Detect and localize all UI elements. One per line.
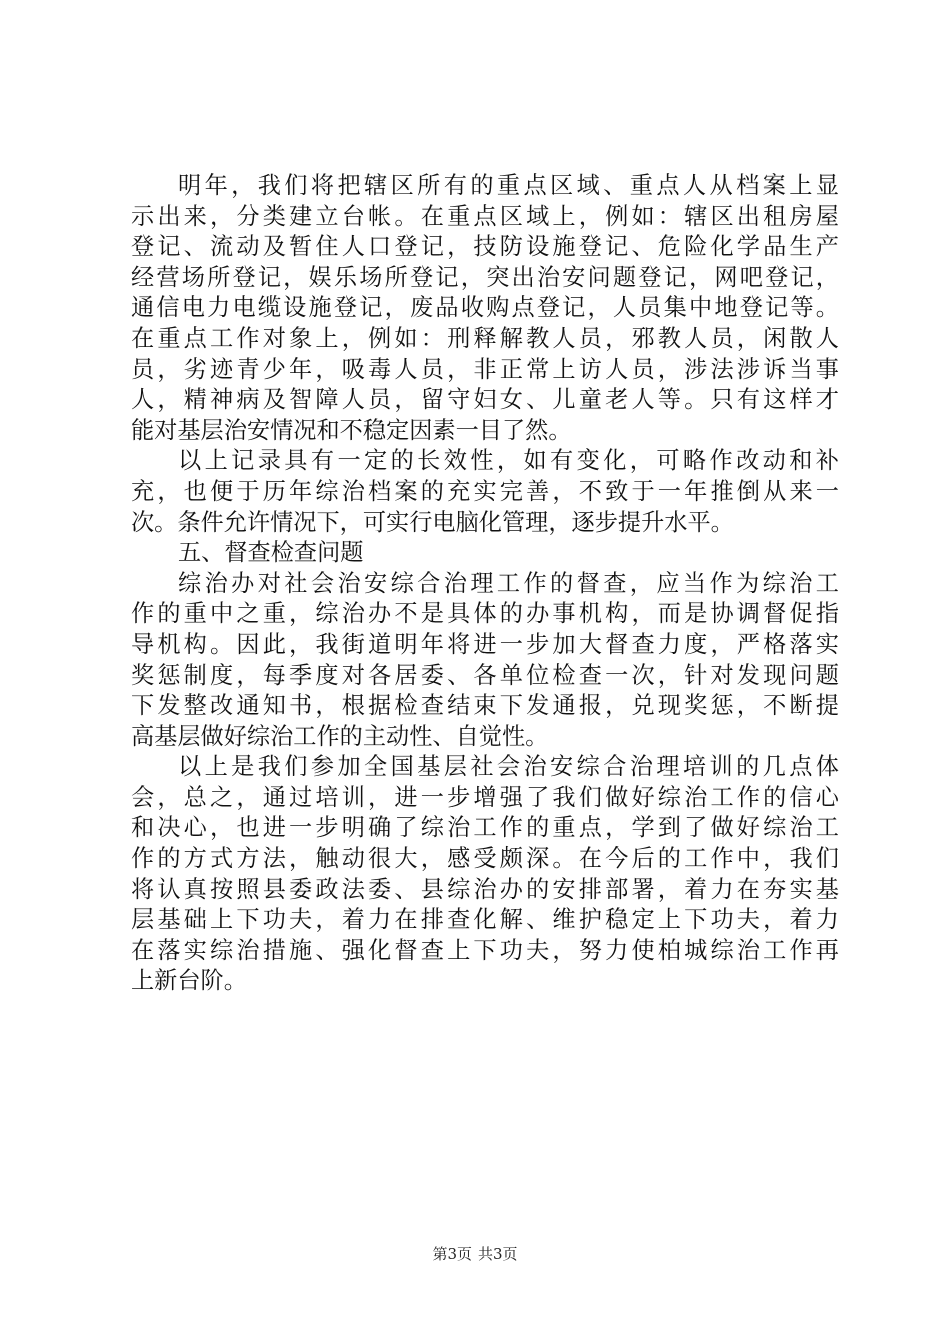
paragraph-4-line-3: 导机构。因此，我街道明年将进一步加大督查力度，严格落实 (131, 630, 839, 658)
paragraph-5-line-1: 以上是我们参加全国基层社会治安综合治理培训的几点体 (178, 753, 839, 781)
paragraph-1-line-1: 明年，我们将把辖区所有的重点区域、重点人从档案上显 (178, 172, 839, 199)
paragraph-5-line-7: 在落实综治措施、强化督查上下功夫，努力使柏城综治工作再 (131, 936, 839, 964)
paragraph-1-line-2: 示出来，分类建立台帐。在重点区域上，例如：辖区出租房屋 (131, 202, 839, 230)
paragraph-5-line-2: 会，总之，通过培训，进一步增强了我们做好综治工作的信心 (131, 783, 839, 811)
paragraph-4-line-5: 下发整改通知书，根据检查结束下发通报，兑现奖惩，不断提 (131, 692, 839, 720)
paragraph-4-line-4: 奖惩制度，每季度对各居委、各单位检查一次，针对发现问题 (131, 661, 839, 689)
paragraph-1-line-6: 在重点工作对象上，例如：刑释解教人员，邪教人员，闲散人 (131, 324, 839, 352)
section-heading: 五、督查检查问题 (178, 539, 364, 567)
paragraph-5-line-8: 上新台阶。 (131, 967, 247, 995)
page-total: 共3页 (478, 1245, 518, 1263)
paragraph-1-line-7: 员，劣迹青少年，吸毒人员，非正常上访人员，涉法涉诉当事 (131, 355, 839, 383)
paragraph-5-line-3: 和决心，也进一步明确了综治工作的重点，学到了做好综治工 (131, 814, 839, 842)
page-number: 第3页 (432, 1245, 472, 1263)
paragraph-5-line-5: 将认真按照县委政法委、县综治办的安排部署，着力在夯实基 (131, 875, 839, 903)
paragraph-1-line-9: 能对基层治安情况和不稳定因素一目了然。 (131, 416, 572, 444)
paragraph-1-line-5: 通信电力电缆设施登记，废品收购点登记，人员集中地登记等。 (131, 294, 839, 322)
paragraph-2-line-2: 充，也便于历年综治档案的充实完善，不致于一年推倒从来一 (131, 477, 839, 505)
paragraph-1-line-8: 人，精神病及智障人员，留守妇女、儿童老人等。只有这样才 (131, 386, 839, 414)
paragraph-1-line-4: 经营场所登记，娱乐场所登记，突出治安问题登记，网吧登记， (131, 263, 839, 291)
paragraph-1-line-3: 登记、流动及暂住人口登记，技防设施登记、危险化学品生产 (131, 233, 839, 261)
paragraph-4-line-1: 综治办对社会治安综合治理工作的督查，应当作为综治工 (178, 569, 839, 597)
paragraph-5-line-4: 作的方式方法，触动很大，感受颇深。在今后的工作中，我们 (131, 845, 839, 873)
paragraph-2-line-1: 以上记录具有一定的长效性，如有变化，可略作改动和补 (178, 447, 839, 475)
paragraph-5-line-6: 层基础上下功夫，着力在排查化解、维护稳定上下功夫，着力 (131, 906, 839, 934)
page-footer (0, 1244, 950, 1264)
document-body (131, 171, 839, 997)
paragraph-4-line-6: 高基层做好综治工作的主动性、自觉性。 (131, 722, 549, 750)
paragraph-4-line-2: 作的重中之重，综治办不是具体的办事机构，而是协调督促指 (131, 600, 839, 628)
paragraph-2-line-3: 次。条件允许情况下，可实行电脑化管理，逐步提升水平。 (131, 508, 734, 536)
